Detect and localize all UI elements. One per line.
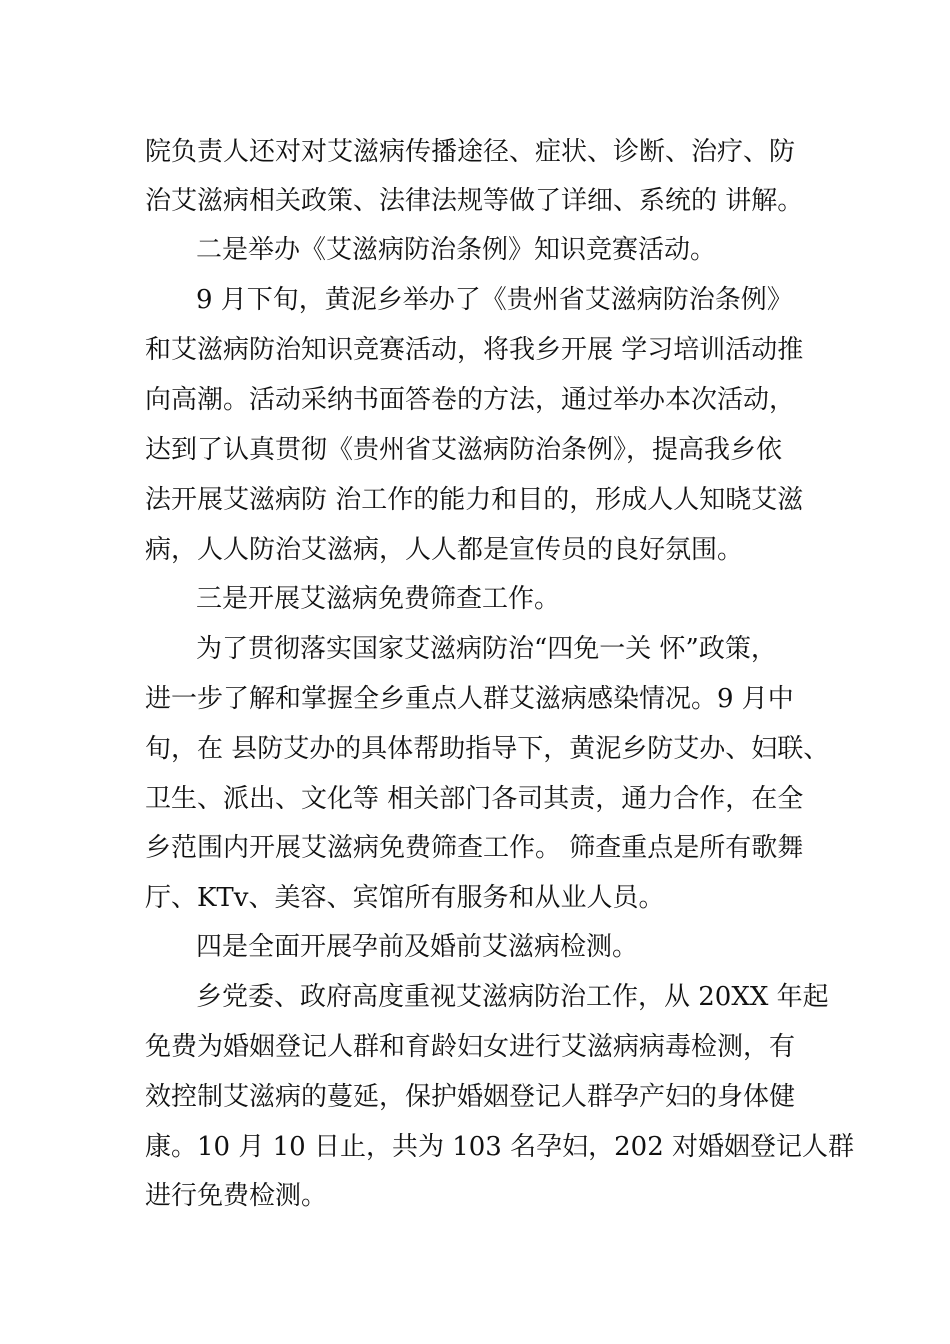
text-line: 免费为婚姻登记人群和育龄妇女进行艾滋病病毒检测，有 [145,1032,796,1062]
section-heading: 四是全面开展孕前及婚前艾滋病检测。 [196,932,639,962]
text-line: 乡党委、政府高度重视艾滋病防治工作，从 20XX 年起 [196,982,829,1012]
text-line: 9 月下旬，黄泥乡举办了《贵州省艾滋病防治条例》 [196,285,793,315]
text-line: 厅、KTv、美容、宾馆所有服务和从业人员。 [145,883,665,913]
text-line: 效控制艾滋病的蔓延，保护婚姻登记人群孕产妇的身体健 [145,1082,796,1112]
text-line: 乡范围内开展艾滋病免费筛查工作。 筛查重点是所有歌舞 [145,833,804,863]
section-heading: 三是开展艾滋病免费筛查工作。 [196,584,561,614]
text-line: 病，人人防治艾滋病，人人都是宣传员的良好氛围。 [145,535,744,565]
text-line: 旬，在 县防艾办的具体帮助指导下，黄泥乡防艾办、妇联、 [145,734,830,764]
text-line: 达到了认真贯彻《贵州省艾滋病防治条例》，提高我乡依 [145,435,783,465]
text-line: 法开展艾滋病防 治工作的能力和目的，形成人人知晓艾滋 [145,485,804,515]
text-line: 向高潮。活动采纳书面答卷的方法，通过举办本次活动， [145,385,796,415]
text-line: 为了贯彻落实国家艾滋病防治“四免一关 怀”政策， [196,634,777,664]
text-line: 治艾滋病相关政策、法律法规等做了详细、系统的 讲解。 [145,186,804,216]
text-line: 卫生、派出、文化等 相关部门各司其责，通力合作，在全 [145,784,804,814]
text-line: 进行免费检测。 [145,1181,328,1211]
text-line: 进一步了解和掌握全乡重点人群艾滋病感染情况。9 月中 [145,684,794,714]
text-line: 院负责人还对对艾滋病传播途径、症状、诊断、治疗、防 [145,137,796,167]
text-line: 康。10 月 10 日止，共为 103 名孕妇，202 对婚姻登记人群 [145,1132,855,1162]
text-line: 和艾滋病防治知识竞赛活动，将我乡开展 学习培训活动推 [145,335,804,365]
section-heading: 二是举办《艾滋病防治条例》知识竞赛活动。 [196,235,717,265]
